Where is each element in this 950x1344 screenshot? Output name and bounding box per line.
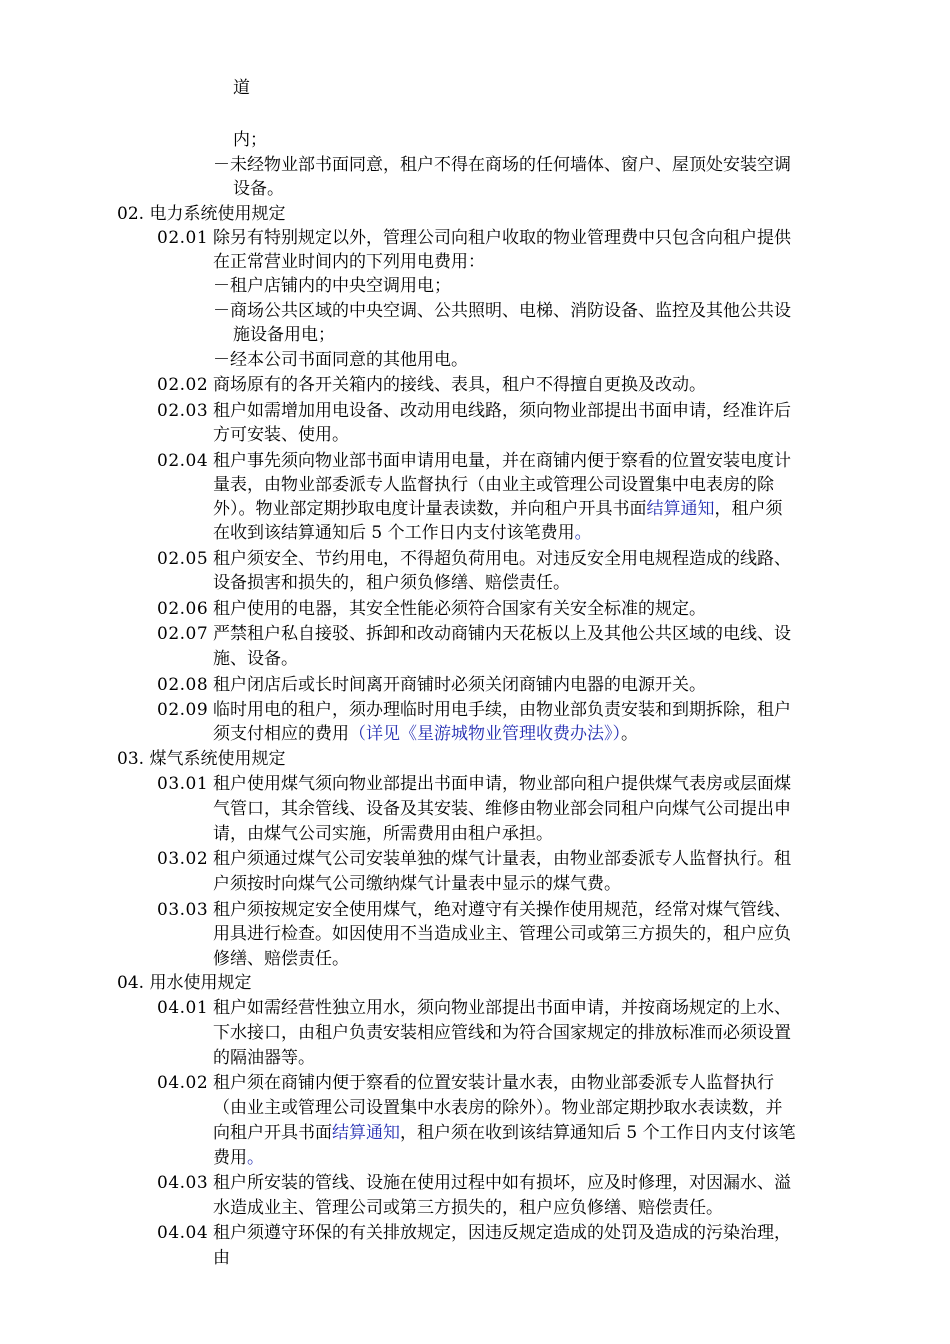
item-number: 02.07 [157, 624, 209, 644]
text-line: 租户所安装的管线、设施在使用过程中如有损坏，应及时修理，对因漏水、溢 [213, 1173, 791, 1193]
text-line [213, 521, 592, 545]
text-line: 设备。 [233, 179, 284, 199]
section-heading: 03. 煤气系统使用规定 [117, 749, 286, 769]
item-number: 04.02 [157, 1073, 209, 1093]
text-line: 的隔油器等。 [213, 1048, 315, 1068]
text-span: ，租户须在收到该结算通知后 5 个工作日内支付该笔 [400, 1123, 796, 1143]
text-line: 租户闭店后或长时间离开商铺时必须关闭商铺内电器的电源开关。 [213, 675, 706, 695]
dash-item: －租户店铺内的中央空调用电； [213, 276, 451, 296]
text-line: 租户须遵守环保的有关排放规定，因违反规定造成的处罚及造成的污染治理， [213, 1223, 791, 1243]
settlement-notice-link[interactable]: 结算通知 [646, 499, 715, 519]
text-line: 用具进行检查。如因使用不当造成业主、管理公司或第三方损失的，租户应负 [213, 924, 791, 944]
text-line [213, 722, 638, 746]
item-number: 02.02 [157, 375, 209, 395]
text-span: 。 [621, 724, 638, 744]
item-number: 02.01 [157, 228, 209, 248]
text-line: 修缮、赔偿责任。 [213, 949, 349, 969]
item-number: 02.09 [157, 700, 209, 720]
text-line: 下水接口，由租户负责安装相应管线和为符合国家规定的排放标准而必须设置 [213, 1023, 791, 1043]
text-line: 内； [233, 130, 267, 150]
text-line: 租户如需经营性独立用水，须向物业部提出书面申请，并按商场规定的上水、 [213, 998, 791, 1018]
fee-regulation-link[interactable]: （详见《星游城物业管理收费办法》） [349, 724, 621, 744]
text-line: 租户如需增加用电设备、改动用电线路，须向物业部提出书面申请，经准许后 [213, 401, 791, 421]
item-number: 02.03 [157, 401, 209, 421]
text-line: 除另有特别规定以外，管理公司向租户收取的物业管理费中只包含向租户提供 [213, 228, 791, 248]
settlement-notice-link[interactable]: 结算通知 [332, 1123, 400, 1143]
text-line [213, 1121, 796, 1145]
item-number: 03.01 [157, 774, 209, 794]
item-number: 04.03 [157, 1173, 209, 1193]
text-line: 严禁租户私自接驳、拆卸和改动商铺内天花板以上及其他公共区域的电线、设 [213, 624, 791, 644]
item-number: 03.03 [157, 900, 209, 920]
text-line: 租户使用煤气须向物业部提出书面申请，物业部向租户提供煤气表房或层面煤 [213, 774, 791, 794]
text-line: 租户须通过煤气公司安装单独的煤气计量表，由物业部委派专人监督执行。租 [213, 849, 791, 869]
text-line: 水造成业主、管理公司或第三方损失的，租户应负修缮、赔偿责任。 [213, 1198, 723, 1218]
text-line: 施、设备。 [213, 649, 298, 669]
text-line: 户须按时向煤气公司缴纳煤气计量表中显示的煤气费。 [213, 874, 621, 894]
text-span: 在收到该结算通知后 5 个工作日内支付该笔费用 [213, 523, 575, 543]
text-line: 租户须安全、节约用电，不得超负荷用电。对违反安全用电规程造成的线路、 [213, 549, 791, 569]
item-number: 03.02 [157, 849, 209, 869]
item-number: 02.08 [157, 675, 209, 695]
dash-item: －经本公司书面同意的其他用电。 [213, 350, 468, 370]
text-line: （由业主或管理公司设置集中水表房的除外）。物业部定期抄取水表读数，并 [213, 1098, 783, 1118]
text-span: ，租户须 [714, 499, 783, 519]
item-number: 02.05 [157, 549, 209, 569]
section-heading: 02. 电力系统使用规定 [117, 204, 286, 224]
text-span: 费用 [213, 1148, 247, 1168]
text-line: 设备损害和损失的，租户须负修缮、赔偿责任。 [213, 573, 570, 593]
text-line: 施设备用电； [233, 325, 335, 345]
text-line: 租户事先须向物业部书面申请用电量，并在商铺内便于察看的位置安装电度计 [213, 451, 791, 471]
dash-item: －商场公共区域的中央空调、公共照明、电梯、消防设备、监控及其他公共设 [213, 301, 791, 321]
text-span: 向租户开具书面 [213, 1123, 332, 1143]
text-span: 外）。物业部定期抄取电度计量表读数，并向租户开具书面 [213, 499, 647, 519]
text-line: 租户须在商铺内便于察看的位置安装计量水表，由物业部委派专人监督执行 [213, 1073, 774, 1093]
text-line: 方可安装、使用。 [213, 425, 349, 445]
text-line: 在正常营业时间内的下列用电费用： [213, 252, 485, 272]
text-line: 商场原有的各开关箱内的接线、表具，租户不得擅自更换及改动。 [213, 375, 706, 395]
item-number: 02.04 [157, 451, 209, 471]
text-line: 气管口，其余管线、设备及其安装、维修由物业部会同租户向煤气公司提出申 [213, 799, 791, 819]
text-line [213, 1146, 264, 1170]
item-number: 04.04 [157, 1223, 209, 1243]
dash-item: －未经物业部书面同意，租户不得在商场的任何墙体、窗户、屋顶处安装空调 [213, 155, 791, 175]
text-line: 道 [233, 78, 250, 98]
text-span: 须支付相应的费用 [213, 724, 349, 744]
text-line: 由 [213, 1248, 230, 1268]
item-number: 04.01 [157, 998, 209, 1018]
text-line: 量表，由物业部委派专人监督执行（由业主或管理公司设置集中电表房的除 [213, 475, 774, 495]
section-heading: 04. 用水使用规定 [117, 973, 252, 993]
text-line: 临时用电的租户，须办理临时用电手续，由物业部负责安装和到期拆除，租户 [213, 700, 791, 720]
text-span: 。 [247, 1148, 264, 1168]
text-line: 请，由煤气公司实施，所需费用由租户承担。 [213, 824, 553, 844]
text-line: 租户须按规定安全使用煤气，绝对遵守有关操作使用规范，经常对煤气管线、 [213, 900, 791, 920]
text-line: 租户使用的电器，其安全性能必须符合国家有关安全标准的规定。 [213, 599, 706, 619]
text-line [213, 497, 783, 521]
text-span: 。 [574, 523, 592, 543]
item-number: 02.06 [157, 599, 209, 619]
